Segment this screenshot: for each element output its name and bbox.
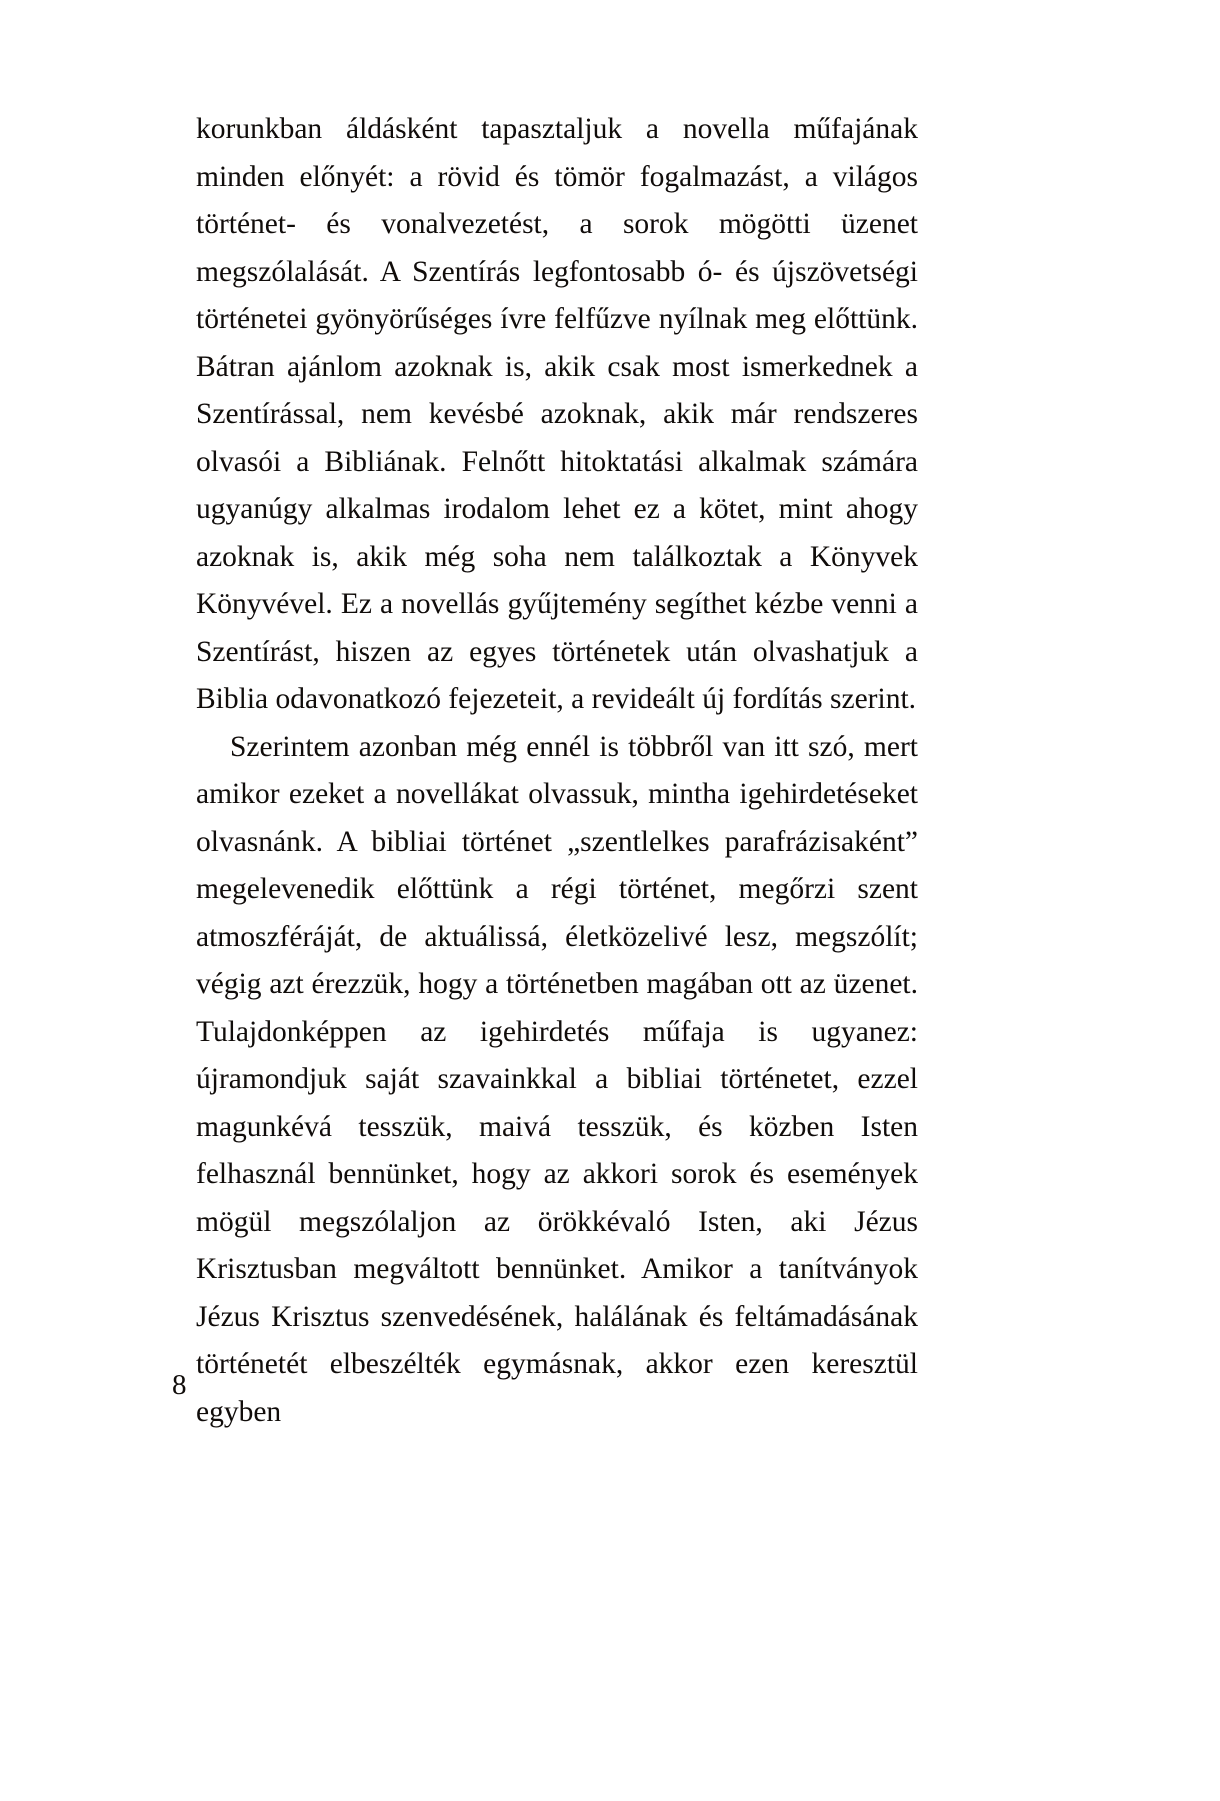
paragraph: Szerintem azonban még ennél is többről van itt szó, mert amikor ezeket a novellákat olvassuk, mintha igehirdetéseket olvasnánk. A bibliai történet „szentlelkes parafrázisaként” megelevenedik előttünk a régi történet, megőrzi szent atmoszféráját, de aktuálissá, életközelivé lesz, megszólít; végig azt érezzük, hogy a történetben magában ott az üzenet. Tulajdonképpen az igehirdetés műfaja is ugyanez: újramondjuk saját szavainkkal a bibliai történetet, ezzel magunkévá tesszük, maivá tesszük, és közben Isten felhasznál bennünket, hogy az akkori sorok és események mögül megszólaljon az örökkévaló Isten, aki Jézus Krisztusban megváltott bennünket. Amikor a tanítványok Jézus Krisztus szenvedésének, halálának és feltámadásának történetét elbeszélték egymásnak, akkor ezen keresztül egyben xyxy=(196,730,918,1428)
page-number: 8 xyxy=(172,1369,187,1401)
paragraph: korunkban áldásként tapasztaljuk a novella műfajának minden előnyét: a rövid és tömör fogalmazást, a világos történet- és vonalvezetést, a sorok mögötti üzenet megszólalását. A Szentírás legfontosabb ó- és újszövetségi történetei gyönyörűséges ívre felfűzve nyílnak meg előttünk. Bátran ajánlom azoknak is, akik csak most ismerkednek a Szentírással, nem kevésbé azoknak, akik már rendszeres olvasói a Bibliának. Felnőtt hitoktatási alkalmak számára ugyanúgy alkalmas irodalom lehet ez a kötet, mint ahogy azoknak is, akik még soha nem találkoztak a Könyvek Könyvével. Ez a novellás gyűjtemény segíthet kézbe venni a Szentírást, hiszen az egyes történetek után olvashatjuk a Biblia odavonatkozó fejezeteit, a revideált új fordítás szerint. xyxy=(196,113,918,715)
page-text-block xyxy=(196,106,918,1436)
